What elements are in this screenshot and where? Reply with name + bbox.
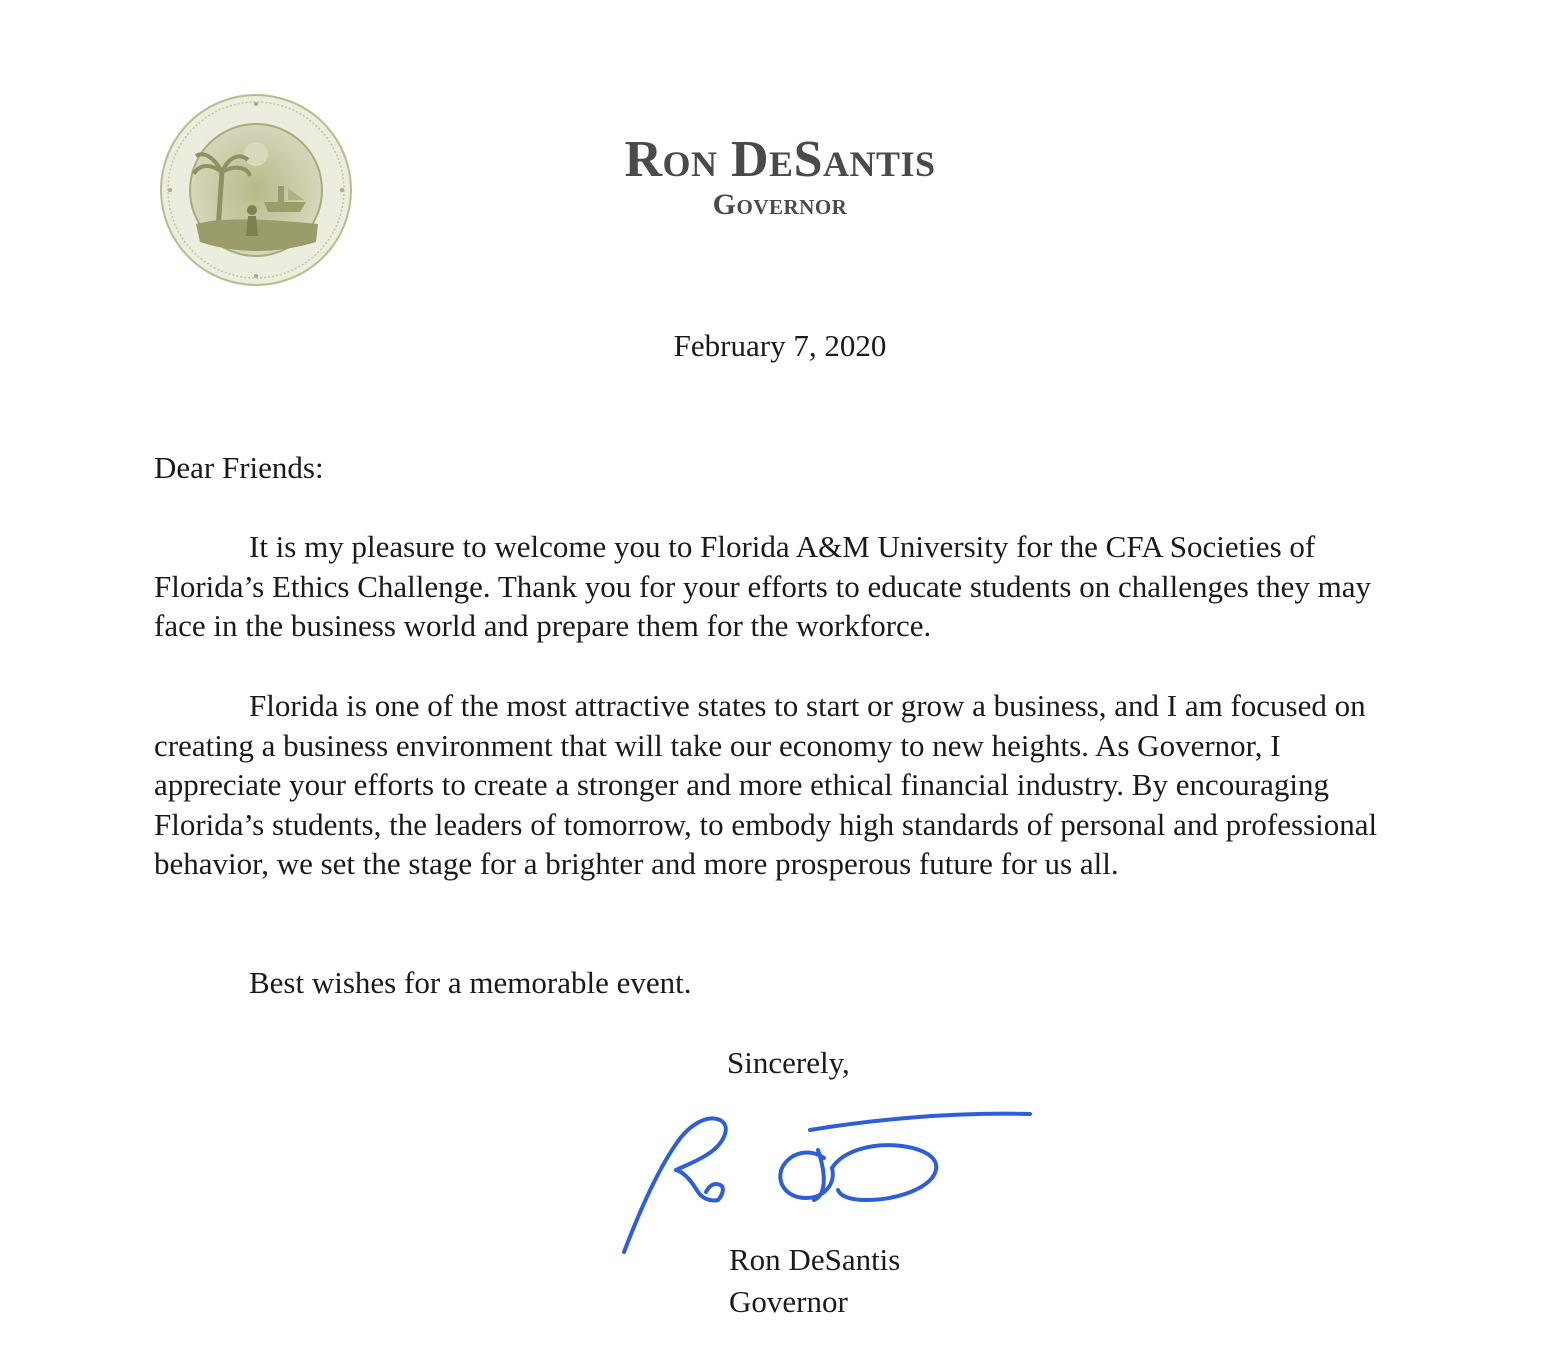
- letterhead-name: Ron DeSantis: [624, 131, 936, 188]
- paragraph-text: Florida is one of the most attractive states to start or grow a business, and I am focused on creating a business environment that will take our economy to new heights. As Governor, I appreciate your efforts to create a stronger and more ethical financial industry. By encouraging Florida’s students, the leaders of tomorrow, to embody high standards of personal and professional behavior, we set the stage for a brighter and more prosperous future for us all.: [154, 688, 1378, 881]
- paragraph-text: It is my pleasure to welcome you to Florida A&M University for the CFA Societies of Florida’s Ethics Challenge. Thank you for your efforts to educate students on challenges they may face in the business world and prepare them for the workforce.: [154, 529, 1372, 643]
- paragraph-best-wishes: [154, 963, 1394, 1003]
- paragraph-text: Best wishes for a memorable event.: [249, 965, 692, 1000]
- letterhead-title: Governor: [712, 188, 848, 221]
- letter-date: February 7, 2020: [673, 328, 887, 363]
- signer-title: Governor: [729, 1284, 848, 1319]
- paragraph-welcome: [154, 527, 1394, 646]
- closing: Sincerely,: [727, 1045, 850, 1080]
- signer-name: Ron DeSantis: [729, 1242, 901, 1277]
- paragraph-business: [154, 686, 1394, 884]
- state-seal-icon: [155, 92, 357, 288]
- salutation: Dear Friends:: [154, 450, 324, 485]
- letterhead: [560, 130, 1000, 222]
